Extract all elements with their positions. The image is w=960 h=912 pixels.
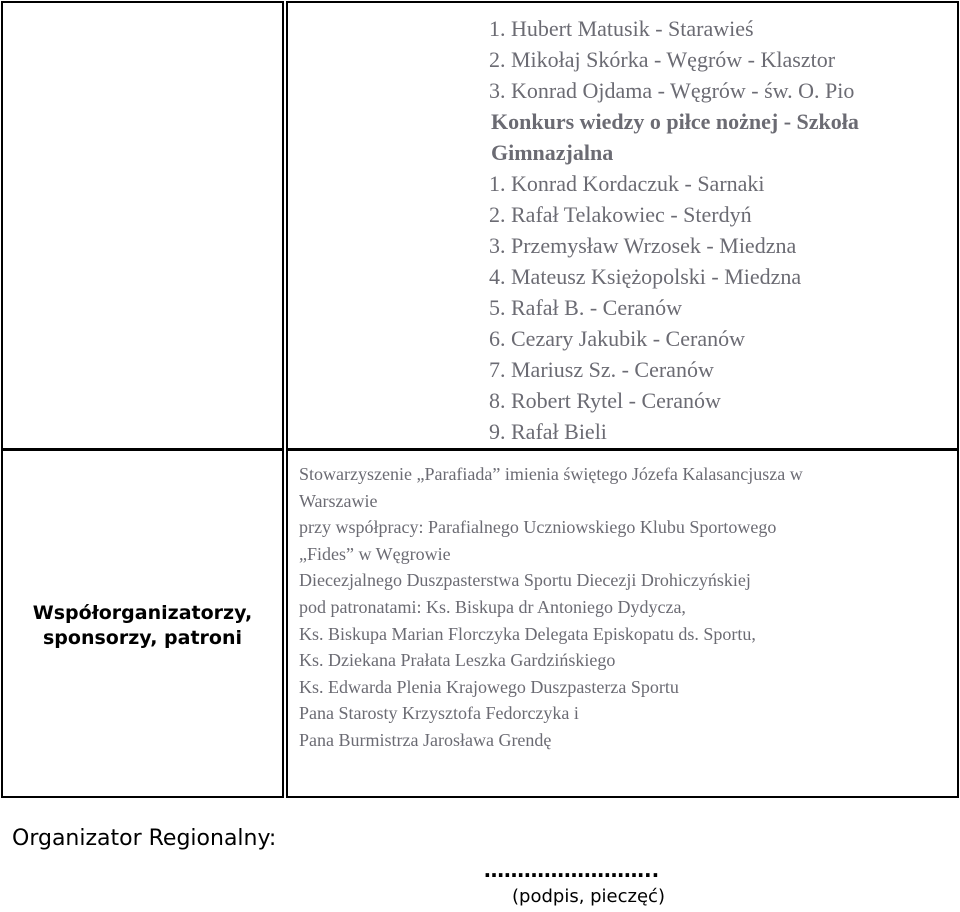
partners-line-8: Ks. Dziekana Prałata Leszka Gardzińskiego: [299, 650, 616, 671]
partners-cell: [286, 449, 959, 798]
winners-list: [288, 13, 957, 447]
list-line-11: 6. Cezary Jakubik - Ceranów: [489, 326, 745, 351]
list-line-14: 9. Rafał Bieli: [489, 419, 607, 444]
signature-caption: (podpis, pieczęć): [512, 886, 665, 907]
list-line-12: 7. Mariusz Sz. - Ceranów: [489, 357, 714, 382]
list-line-13: 8. Robert Rytel - Ceranów: [489, 388, 721, 413]
list-line-10: 5. Rafał B. - Ceranów: [489, 295, 683, 320]
partners-line-4: „Fides” w Węgrowie: [299, 543, 451, 564]
list-line-7: 2. Rafał Telakowiec - Sterdyń: [489, 202, 752, 227]
partners-line-1: Stowarzyszenie „Parafiada” imienia świętego Józefa Kalasancjusza w: [299, 464, 803, 484]
list-line-2: 2. Mikołaj Skórka - Węgrów - Klasztor: [489, 47, 836, 72]
role-label: [33, 601, 252, 651]
partners-line-7: Ks. Biskupa Marian Florczyka Delegata Episkopatu ds. Sportu,: [299, 623, 756, 644]
partners-text: [299, 461, 949, 754]
partners-line-10: Pana Starosty Krzysztofa Fedorczyka i: [299, 703, 579, 724]
partners-line-5: Diecezjalnego Duszpasterstwa Sportu Diecezji Drohiczyńskiej: [299, 570, 751, 591]
partners-line-9: Ks. Edwarda Plenia Krajowego Duszpasterza Sportu: [299, 676, 679, 697]
partners-line-11: Pana Burmistrza Jarosława Grendę: [299, 729, 552, 750]
list-line-8: 3. Przemysław Wrzosek - Miedzna: [489, 233, 797, 258]
role-label-cell: [1, 449, 284, 798]
signature-line: ……………………..: [484, 858, 660, 882]
partners-line-3: przy współpracy: Parafialnego Uczniowskiego Klubu Sportowego: [299, 517, 777, 538]
partners-line-6: pod patronatami: Ks. Biskupa dr Antoniego Dydycza,: [299, 596, 686, 617]
role-label-line-2: sponsorzy, patroni: [43, 627, 242, 649]
list-heading-1: Konkurs wiedzy o piłce nożnej - Szkoła: [491, 109, 859, 134]
results-cell: [286, 1, 959, 450]
partners-line-2: Warszawie: [299, 490, 378, 511]
list-line-9: 4. Mateusz Księżopolski - Miedzna: [489, 264, 802, 289]
list-line-3: 3. Konrad Ojdama - Węgrów - św. O. Pio: [489, 78, 855, 103]
list-heading-2: Gimnazjalna: [491, 140, 614, 165]
list-line-6: 1. Konrad Kordaczuk - Sarnaki: [489, 171, 765, 196]
empty-label-cell: [1, 1, 284, 450]
list-line-1: 1. Hubert Matusik - Starawieś: [489, 16, 754, 41]
role-label-line-1: Współorganizatorzy,: [32, 602, 253, 624]
regional-organizer-label: Organizator Regionalny:: [12, 826, 277, 851]
